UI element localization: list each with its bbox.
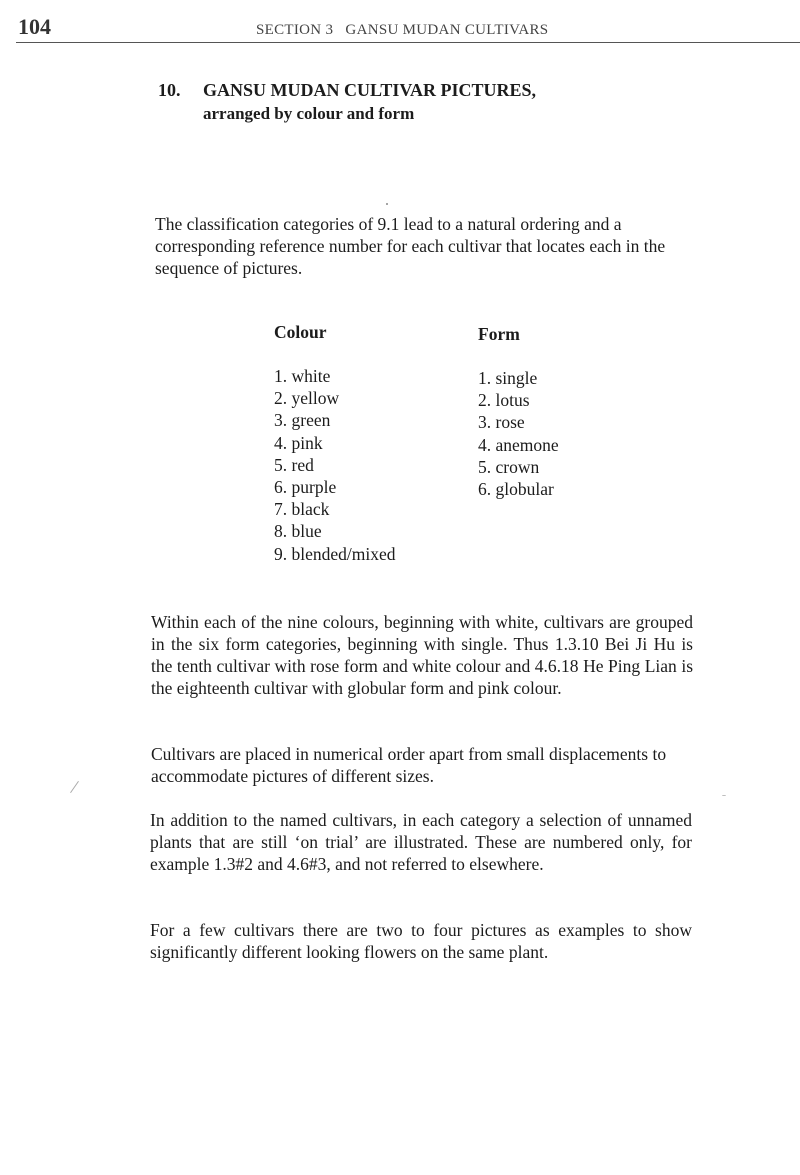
page-number: 104 (18, 14, 51, 39)
list-item: 1. single (478, 368, 538, 388)
list-item: 4. anemone (478, 434, 559, 455)
list-item: 9. blended/mixed (274, 543, 396, 564)
section-number: 10. (158, 80, 181, 100)
form-column (478, 324, 559, 500)
colour-heading: Colour (274, 322, 327, 342)
page-header (0, 0, 800, 46)
list-item: 1. white (274, 366, 331, 386)
examples-paragraph: For a few cultivars there are two to four pictures as examples to show significantly different looking flowers on the same plant. (150, 920, 692, 962)
intro-paragraph: The classification categories of 9.1 lead to a natural ordering and a corresponding reference number for each cultivar that locates each in the sequence of pictures. (155, 214, 666, 278)
form-heading: Form (478, 324, 520, 344)
scan-mark (386, 203, 388, 205)
list-item: 5. crown (478, 456, 540, 477)
list-item: 7. black (274, 499, 330, 520)
section-subtitle: arranged by colour and form (203, 104, 415, 123)
colour-list (274, 365, 396, 565)
running-head: SECTION 3 GANSU MUDAN CULTIVARS (256, 22, 549, 38)
trial-paragraph: In addition to the named cultivars, in each category a selection of unnamed plants that are still ‘on trial’ are illustrated. These are numbered only, for example 1.3#2 and 4.6#3, and not referred to elsewhere. (150, 810, 692, 874)
list-item: 6. purple (274, 477, 337, 498)
scan-mark (70, 781, 79, 793)
order-paragraph: Cultivars are placed in numerical order apart from small displacements to accommodate pictures of different sizes. (151, 744, 667, 786)
form-list (478, 367, 559, 500)
scan-mark (722, 795, 726, 796)
list-item: 2. yellow (274, 388, 340, 409)
grouping-paragraph: Within each of the nine colours, beginning with white, cultivars are grouped in the six form categories, beginning with single. Thus 1.3.10 Bei Ji Hu is the tenth cultivar with rose form and white colour and 4.6.18 He Ping Lian is the eighteenth cultivar with globular form and pink colour. (151, 612, 693, 698)
list-item: 5. red (274, 454, 314, 475)
list-item: 2. lotus (478, 390, 530, 411)
colour-column (274, 322, 396, 565)
list-item: 4. pink (274, 432, 323, 453)
list-item: 8. blue (274, 521, 322, 542)
header-rule (16, 42, 800, 43)
list-item: 3. green (274, 410, 331, 431)
list-item: 3. rose (478, 412, 525, 433)
list-item: 6. globular (478, 479, 554, 500)
section-title: GANSU MUDAN CULTIVAR PICTURES, (203, 80, 537, 100)
